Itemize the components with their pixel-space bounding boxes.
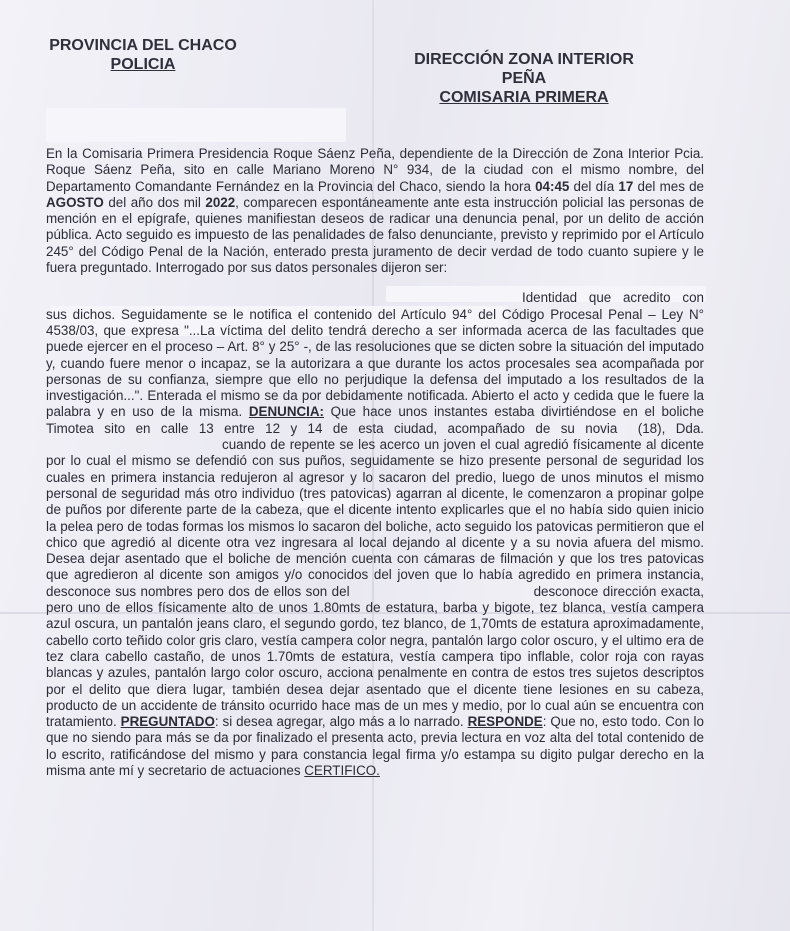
redaction-top: [46, 108, 346, 142]
declaration-body: [46, 146, 704, 779]
hour-value: 04:45: [535, 178, 570, 194]
paragraph-intro: En la Comisaria Primera Presidencia Roque Sáenz Peña, dependiente de la Dirección de Zona Interior Pcia. Roque Sáenz Peña, sito en calle Mariano Moreno N° 934, de la ciudad con el mismo nombre, del Departamento Comandante Fernández en la Provincia del Chaco, siendo la hora 04:45 del día 17 del mes de AGOSTO del año dos mil 2022, comparecen espontáneamente ante esta instrucción policial las personas de mención en el epígrafe, quienes manifiestan deseos de radicar una denuncia penal, por un delito de acción pública. Acto seguido es impuesto de las penalidades de falso denunciante, previsto y reprimido por el Artículo 245° del Código Penal de la Nación, enterado presta juramento de decir verdad de todo cuanto supiere y le fuera preguntado. Interrogado por sus datos personales dijeron ser:: [46, 146, 704, 276]
preguntado-label: PREGUNTADO: [120, 714, 215, 730]
station-name: COMISARIA PRIMERA: [439, 89, 609, 106]
direction-name: DIRECCIÓN ZONA INTERIOR PEÑA: [414, 51, 634, 87]
responde-label: RESPONDE: [467, 714, 543, 730]
year-value: 2022: [205, 194, 236, 210]
denuncia-label: DENUNCIA:: [248, 404, 325, 420]
header-left: [38, 36, 248, 74]
day-value: 17: [618, 178, 634, 194]
police-label: POLICIA: [110, 56, 176, 73]
header-right: [404, 50, 644, 107]
province-name: PROVINCIA DEL CHACO: [49, 37, 237, 54]
paragraph-identity: Identidad que acredito con sus dichos. Seguidamente se le notifica el contenido del Artículo 94° del Código Procesal Penal – Ley N° 4538/03, que expresa "...La víctima del delito tendrá derecho a ser informada acerca de las facultades que puede ejercer en el proceso – Art. 8° y 25° -, de las resoluciones que se dicten sobre la situación del imputado y, cuando fuere menor o incapaz, se la autorizara a que durante los actos procesales sea acompañada por personas de su confianza, siempre que ello no perjudique la defensa del imputado a los resultados de la investigación...". Enterada el mismo se da por debidamente notificada. Abierto el acto y cedida que le fuere la palabra y en uso de la misma. DENUNCIA: Que hace unos instantes estaba divirtiéndose en el boliche Timotea sito en calle 13 entre 12 y 14 de esta ciudad, acompañado de su novia (18), Dda.cuando de repente se les acerco un joven el cual agredió físicamente al dicente por lo cual el mismo se defendió con sus puños, seguidamente se hizo presente personal de seguridad los cuales en primera instancia redujeron al agresor y lo sacaron del predio, luego de unos minutos el mismo personal de seguridad más otro individuo (tres patovicas) agarran al dicente, le comenzaron a propinar golpe de puños por diferente parte de la cabeza, que el dicente intento explicarles que el no había sido quien inicio la pelea pero de todas formas los mismos lo sacaron del boliche, acto seguido los patovicas permitieron que el chico que agredió al dicente otra vez ingresara al local dejando al dicente y a su novia afuera del mismo. Desea dejar asentado que el boliche de mención cuenta con cámaras de filmación y que los tres patovicas que agredieron al dicente son amigos y/o conocidos del joven que lo había agredido en primera instancia, desconoce sus nombres pero dos de ellos son del desconoce dirección exacta, pero uno de ellos físicamente alto de unos 1.80mts de estatura, barba y bigote, tez blanca, vestía campera azul oscura, un pantalón jeans claro, el segundo gordo, tez blanco, de 1,70mts de estatura aproximadamente, cabello corto teñido color gris claro, vestía campera color negra, pantalón largo color oscuro, y el ultimo era de tez clara cabello castaño, de unos 1.70mts de estatura, vestía campera tipo inflable, color roja con rayas blancas y azules, pantalón largo color oscuro, acciona penalmente en contra de estos tres sujetos descriptos por el delito que diera lugar, también desea dejar asentado que el dicente tiene lesiones en su cabeza, producto de un accidente de tránsito ocurrido hace mas de un mes y medio, por lo cual aún se encuentra con tratamiento. PREGUNTADO: si desea agregar, algo más a lo narrado. RESPONDE: Que no, esto todo. Con lo que no siendo para más se da por finalizado el presenta acto, previa lectura en voz alta del total contenido de lo escrito, ratificándose del mismo y para constancia legal firma y/o estampa su digito pulgar derecho en la misma ante mí y secretario de actuaciones CERTIFICO.: [46, 290, 704, 778]
certifico-label: CERTIFICO.: [304, 762, 380, 778]
month-value: AGOSTO: [46, 194, 104, 210]
